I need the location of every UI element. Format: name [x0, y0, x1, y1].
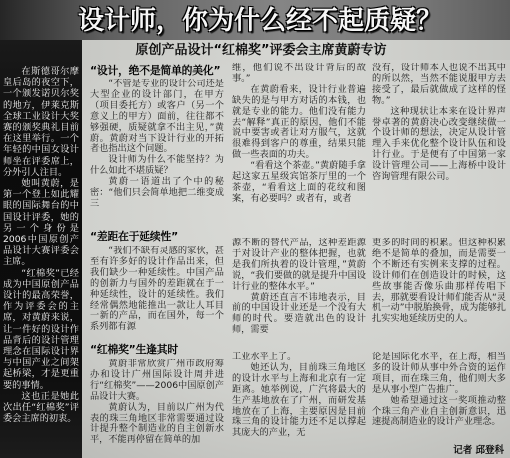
- article-paragraph: 更多的时间的积累。但这种积累绝不是简单的叠加，而是需要一个不断还有实例来支撑的过程。设计师们在创造设计的时候，这些故事能否像乐曲那样传唱下去，那就要看设计师们能否从“灵机一动”中脱胎换骨，成为能够扎扎实实地延续历史的人。: [372, 238, 506, 325]
- article-paragraph: 源不断的替代产品，这种差距源于对设计产业的整体把握，也就是我们所执着的设计管理，”黄蔚说，“我们要做的就是提升中国设计行业的整体水平。”: [232, 238, 366, 292]
- section-3-column-3: [372, 352, 506, 442]
- article-paragraph: 设计师为什么不能坚持？为什么如此不堪质疑？: [90, 154, 224, 177]
- section-1-column-3: [372, 63, 506, 226]
- section-2-column-2: [232, 238, 366, 337]
- headline: 设计师，你为什么经不起质疑？: [77, 6, 442, 36]
- section-2-column-1: [90, 246, 224, 336]
- section-1-column-1: [90, 79, 224, 226]
- article-paragraph: 黄蔚非常欣赏广州市政府筹办和设计广州国际设计周并进行“红棉奖”——2006中国原创产品设计大赛。: [90, 359, 224, 402]
- article-paragraph: “看看这个茶壶。”黄蔚随手拿起这家五星级宾馆茶厅里的一个茶壶，“看看这上面的花纹和图案，有必要吗？或者有，或者: [232, 160, 366, 204]
- article-paragraph: 在黄蔚看来，设计行业普遍缺失的是与甲方对话的本钱，也就是专业的能力。他们没有能力去“解释”真正的原因，他们不能说中要害或者让对方服气，这就很难得到客户的尊重，结果只能做一些表面的功夫。: [232, 83, 366, 161]
- section-3-column-1: [90, 359, 224, 447]
- article-paragraph: “我们不缺有灵感的家伙，甚至有许多好的设计作品出来，但我们缺少一种延续性。中国产品的创新力与国外的差距就在于一种延续性，设计的延续性。我们经常偶然地能推出一款让人耳目一新的产品，而在国外，每一个系列都有源: [90, 246, 224, 333]
- section-1-column-2: [232, 63, 366, 226]
- section-heading: “设计，绝不是简单的美化”: [90, 64, 221, 77]
- section-heading: “红棉奖”生逢其时: [90, 343, 178, 356]
- article-paragraph: 论是国际化水平，在上海，相当多的设计师从事中外合资的运作项目，而在珠三角，他们则大多是从事小型广告推广。: [372, 352, 506, 395]
- article-paragraph: 维，他们说不出设计背后的故事。”: [232, 63, 366, 84]
- article-paragraph: “不管是专业的设计公司还是大型企业的设计部门，在甲方（项目委托方）或客户（另一个意义上的甲方）面前，往往都不够强硬，质疑就拿不出主见，”黄蔚。黄蔚对当下设计行业的开拓者也指出这个问题。: [90, 79, 224, 155]
- intro-paragraph: “红棉奖”已经成为中国原创产品设计的最高荣誉，作为评委会的主席，对黄蔚来说，让一件好的设计作品背后的设计管理理念在国际设计界与中国产业之间架起桥梁，才是更重要的事情。: [3, 267, 79, 391]
- intro-paragraph: 她叫黄蔚，是第一个登上如此耀眼的国际舞台的中国设计评委，她的另一个身份是2006中国原创产品设计大赛评委会主席。: [3, 178, 79, 268]
- article-paragraph: 黄蔚一语道出了个中的秘密：“他们只会简单地把二维变成三: [90, 176, 224, 209]
- section-2-column-3: [372, 238, 506, 337]
- article-paragraph: 没有，设计师本人也说不出其中的所以然，当然不能说服甲方去接受了，最后就做成了这样的怪物。”: [372, 63, 506, 106]
- article-paragraph: 她还认为，目前珠三角地区的设计水平与上海和北京有一定距离。她举例说，广汽将最大的生产基地放在了广州，而研发基地放在了上海，主要原因是目前珠三角的设计能力还不足以撑起其庞大的产业，无: [232, 361, 366, 439]
- intro-column: [3, 66, 79, 452]
- article-paragraph: 工业水平上了。: [232, 352, 297, 362]
- subheadline: 原创产品设计“红棉奖”评委会主席黄蔚专访: [135, 43, 387, 58]
- article-paragraph: 她希望通过这一奖项推动整个珠三角产业自主创新意识，迅速提高制造业的设计产业理念。: [372, 394, 506, 428]
- article-paragraph: 这种现状让本来在设计界声誉卓著的黄蔚决心改变继续做一个设计师的想法，决定从设计管理入手来优化整个设计队伍和设计行业。于是便有了中国第一家设计管理公司——上海桥中设计咨询管理有限公司。: [372, 105, 506, 183]
- section-heading: “差距在于延续性”: [90, 230, 178, 243]
- article-paragraph: 黄蔚认为，目前以广州为代表的珠三角地区非常需要通过设计提升整个制造业的自主创新水平，不能再停留在简单的加: [90, 401, 224, 446]
- article-paragraph: 黄蔚还直言不讳地表示，目前的中国设计业还是一个没有大师的时代。要造就出色的设计师，需要: [232, 291, 366, 336]
- intro-paragraph: 这也正是她此次出任“红棉奖”评委会主席的初衷。: [3, 390, 79, 425]
- section-3-column-2: [232, 352, 366, 446]
- intro-paragraph: 在斯德哥尔摩皇后岛的夜空下，一个颁发诺贝尔奖的地方，伊莱克斯全球工业设计大奖赛的颁奖典礼目前在这里举行。一个年轻的中国女设计师坐在评委席上，分外引人注目。: [3, 66, 79, 178]
- byline: 记者 邱登科: [453, 445, 504, 456]
